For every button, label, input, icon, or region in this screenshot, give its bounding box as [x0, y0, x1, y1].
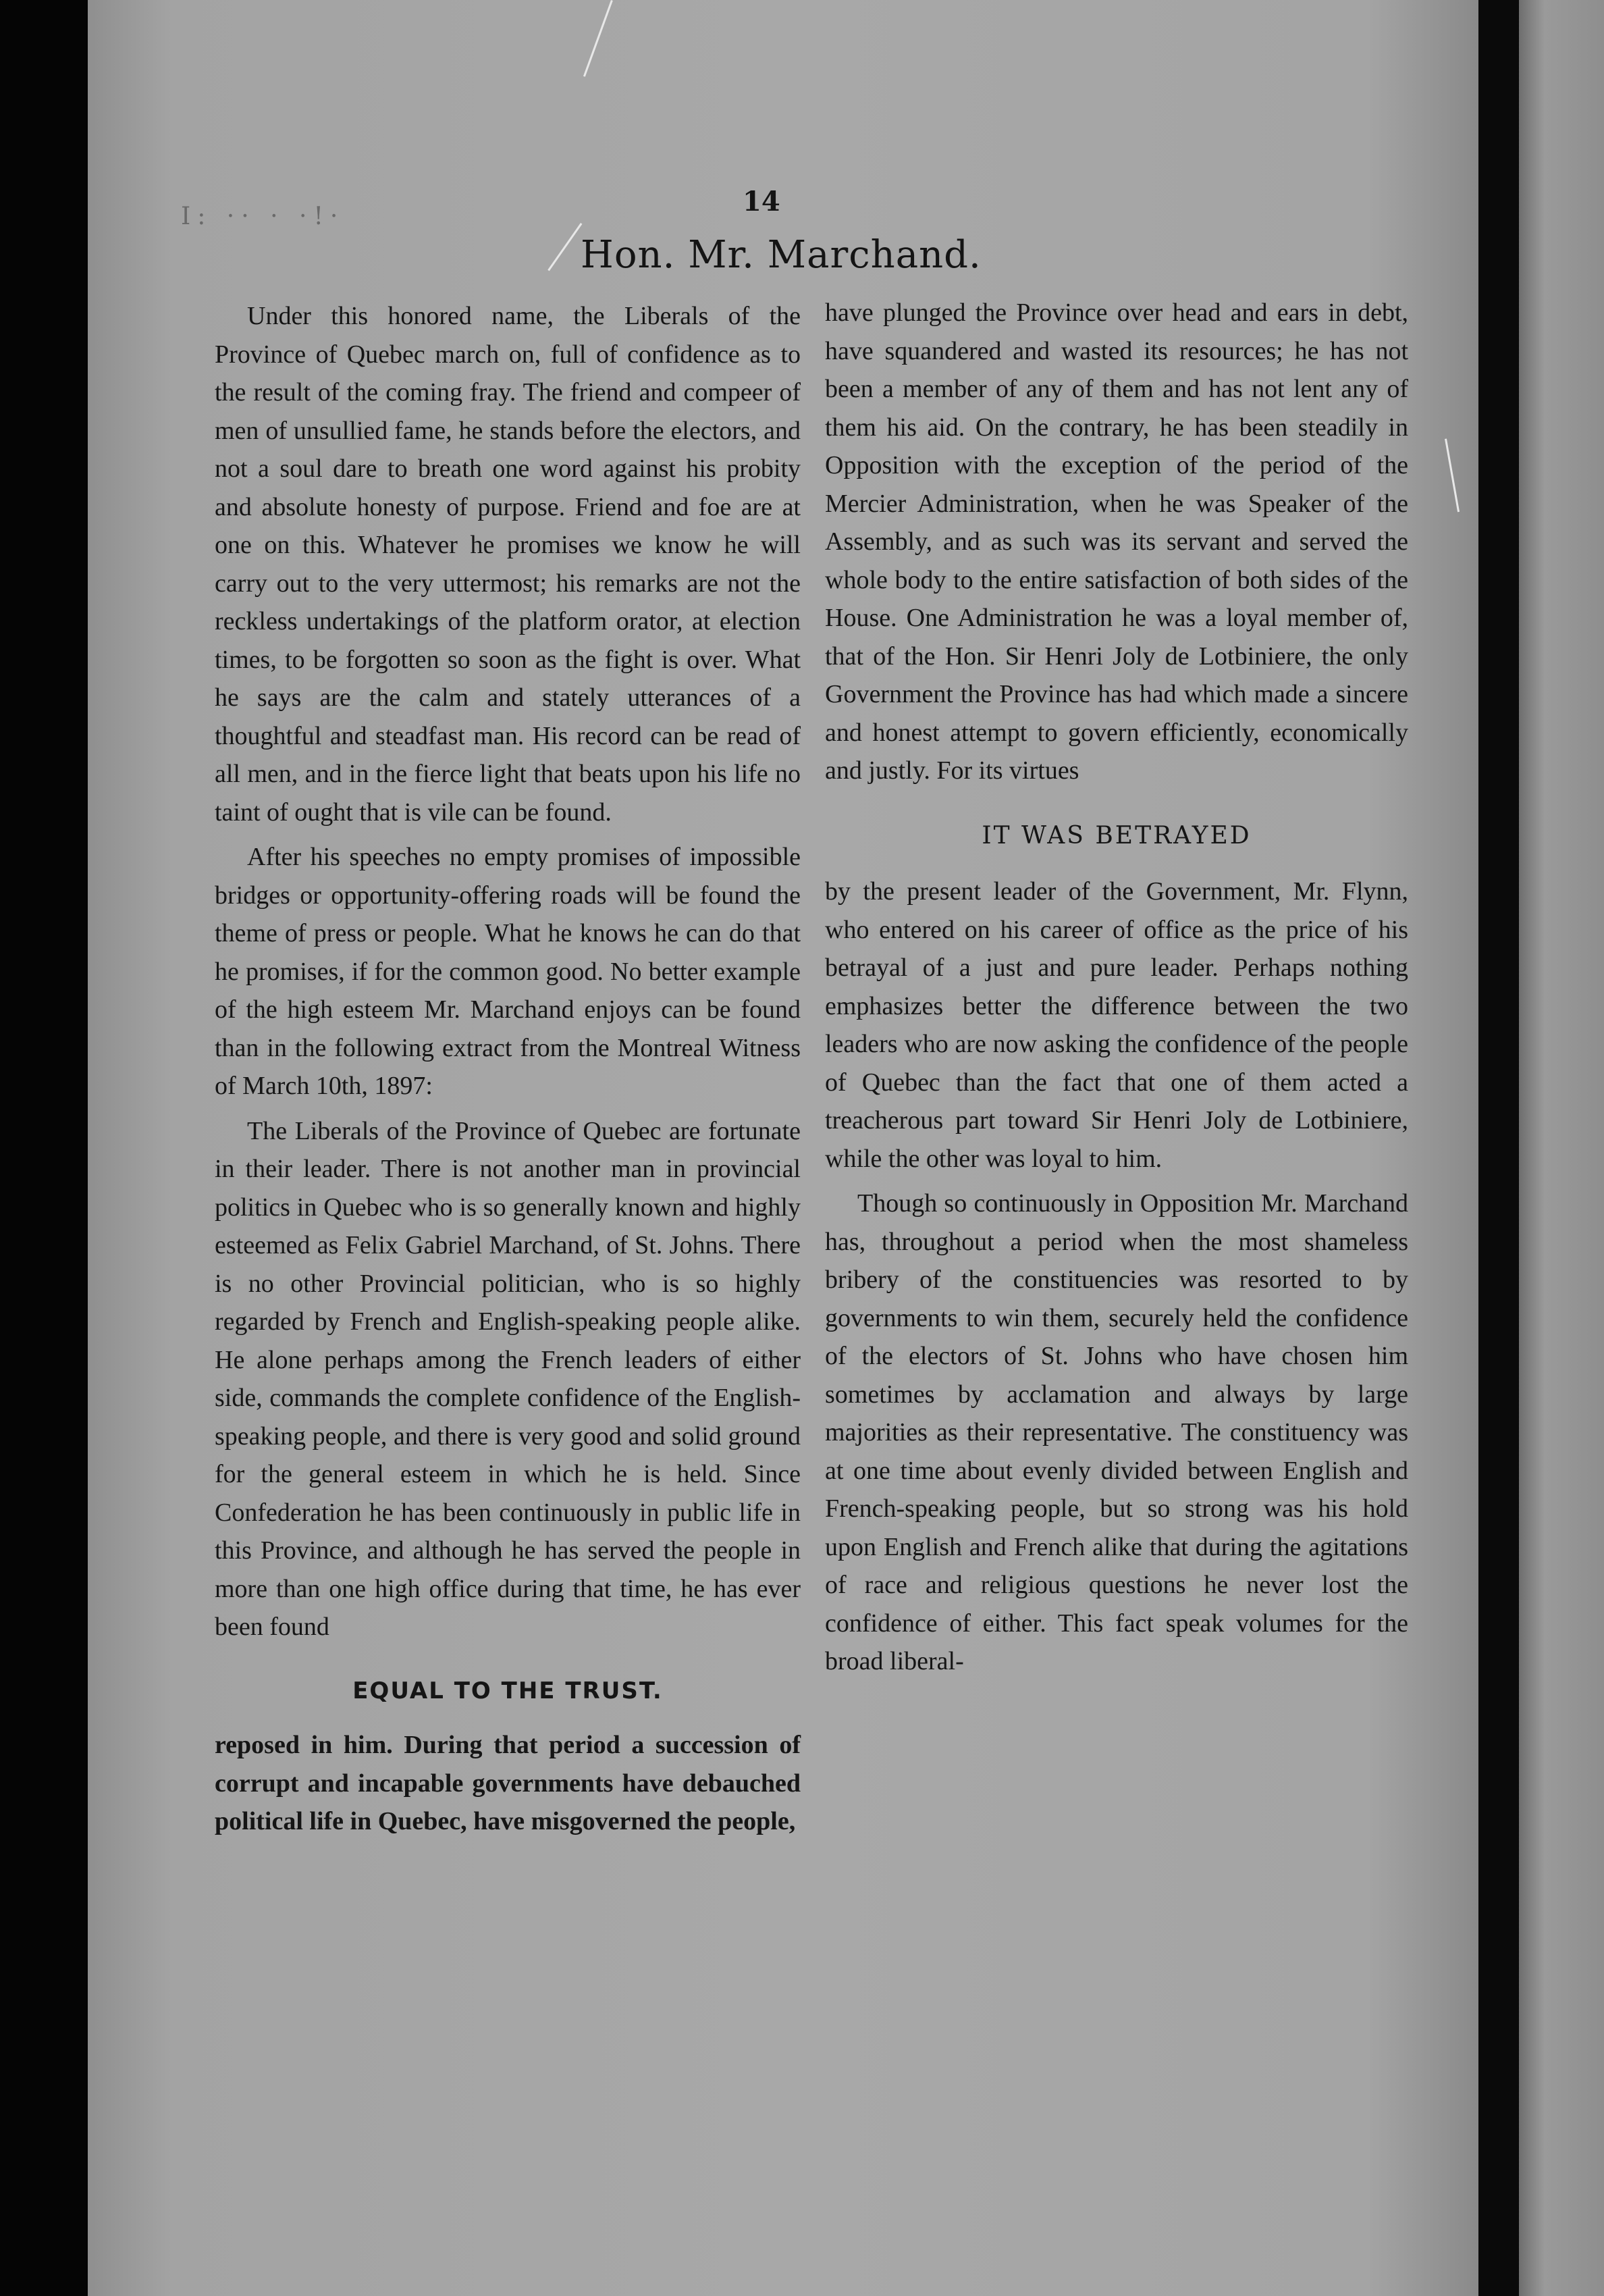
page-number: 14 [743, 186, 780, 217]
right-column [825, 294, 1408, 1681]
page-gutter [1478, 0, 1519, 2296]
right-paragraph-3: Though so continuously in Opposition Mr. Marchand has, throughout a period when the most shameless bribery of the constituencies was resorted to by governments to win them, securely held the confidence of the electors of St. Johns who have chosen him sometimes by acclamation and always by large majorities as their representative. The constituency was at one time about evenly divided between English and French-speaking people, but so strong was his hold upon English and French alike that during the agitations of race and religious questions he never lost the confidence of either. This fact speak volumes for the broad liberal- [825, 1189, 1408, 1675]
article-title: Hon. Mr. Marchand. [581, 233, 982, 277]
right-paragraph-2: by the present leader of the Government, Mr. Flynn, who entered on his career of office as the price of his betrayal of a just and pure leader. Perhaps nothing emphasizes better the difference between the two leaders who are now asking the confidence of the people of Quebec than the fact that one of them acted a treacherous part toward Sir Henri Joly de Lotbiniere, while the other was loyal to him. [825, 877, 1408, 1173]
left-paragraph-2: After his speeches no empty promises of impossible bridges or opportunity-offering roads will be found the theme of press or people. What he knows he can do that he promises, if for the common good. No better example of the high esteem Mr. Marchand enjoys can be found than in the following extract from the Montreal Witness of March 10th, 1897: [215, 843, 801, 1100]
next-page-edge [1519, 0, 1604, 2296]
section-heading-it-was-betrayed: IT WAS BETRAYED [982, 821, 1252, 850]
faint-stamp: I: ·· · ·!· [181, 203, 345, 230]
right-paragraph-1: have plunged the Province over head and ears in debt, have squandered and wasted its resources; he has not been a member of any of them and has not lent any of them his aid. On the contrary, he has been steadily in Opposition with the exception of the period of the Mercier Administration, when he was Speaker of the Assembly, and as such was its servant and served the whole body to the entire satisfaction of both sides of the House. One Administration he was a loyal member of, that of the Hon. Sir Henri Joly de Lotbiniere, the only Government the Province has had which made a sincere and honest attempt to govern efficiently, economically and justly. For its virtues [825, 298, 1408, 785]
section-heading-equal-to-the-trust: EQUAL TO THE TRUST. [352, 1677, 663, 1704]
left-column [215, 297, 801, 1841]
left-paragraph-3-quote: The Liberals of the Province of Quebec are fortunate in their leader. There is not another man in provincial politics in Quebec who is so generally known and highly esteemed as Felix Gabriel Marchand, of St. Johns. There is no other Provincial politician, who is so highly regarded by French and English-speaking people alike. He alone perhaps among the French leaders of either side, commands the complete confidence of the English-speaking people, and there is very good and solid ground for the general esteem in which he is held. Since Confederation he has been continuously in public life in this Province, and although he has served the people in more than one high office during that time, he has ever been found [215, 1116, 801, 1641]
left-paragraph-4: reposed in him. During that period a succession of corrupt and incapable governments have debauched political life in Quebec, have misgoverned the people, [215, 1731, 801, 1835]
left-paragraph-1: Under this honored name, the Liberals of the Province of Quebec march on, full of confidence as to the result of the coming fray. The friend and compeer of men of unsullied fame, he stands before the electors, and not a soul dare to breath one word against his probity and absolute honesty of purpose. Friend and foe are at one on this. Whatever he promises we know he will carry out to the very uttermost; his remarks are not the reckless undertakings of the platform orator, at election times, to be forgotten so soon as the fight is over. What he says are the calm and stately utterances of a thoughtful and steadfast man. His record can be read of all men, and in the fierce light that beats upon his life no taint of ought that is vile can be found. [215, 302, 801, 827]
